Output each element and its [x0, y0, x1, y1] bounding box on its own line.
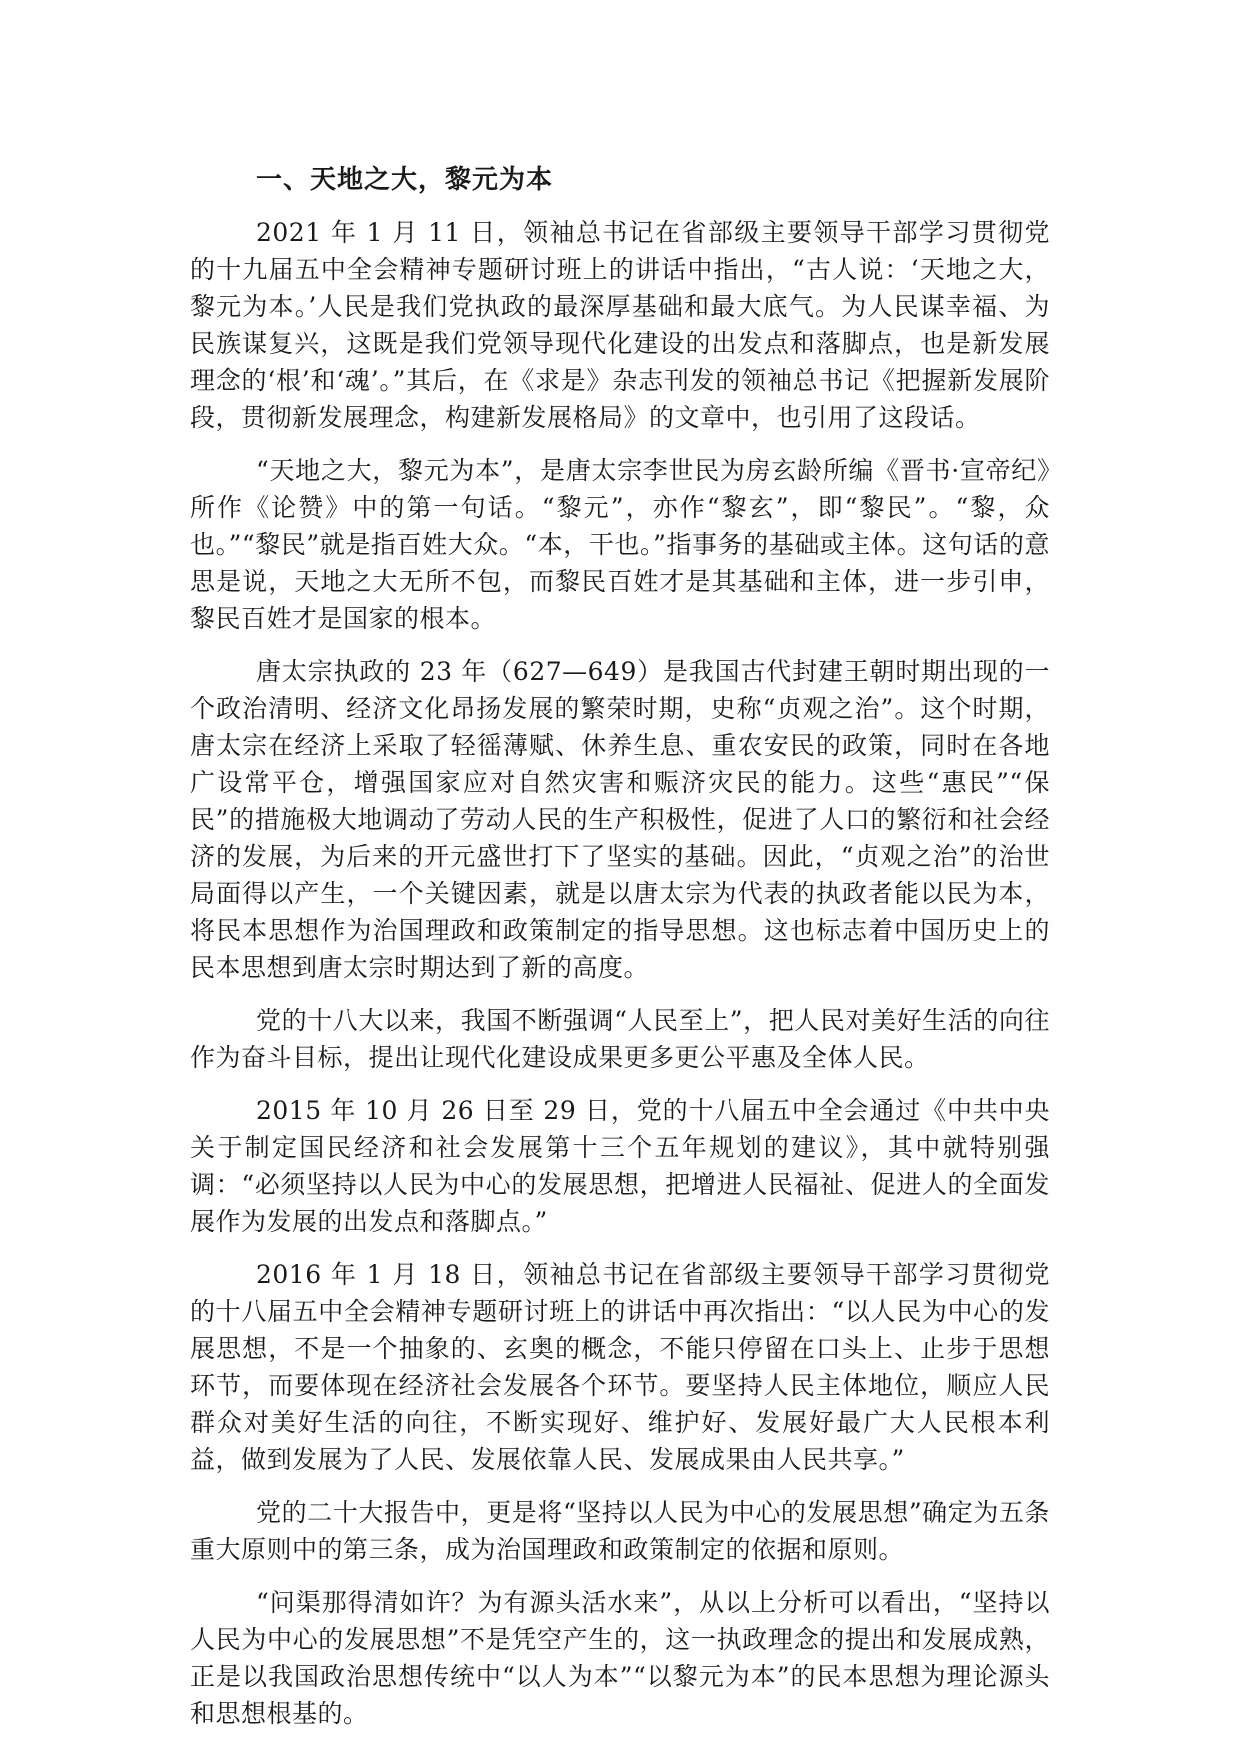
section-heading: 一、天地之大，黎元为本 — [256, 165, 554, 195]
paragraph-4: 党的十八大以来，我国不断强调“人民至上”，把人民对美好生活的向往作为奋斗目标，提出让现代化建设成果更多更公平惠及全体人民。 — [190, 1006, 1050, 1072]
paragraph-2: “天地之大，黎元为本”，是唐太宗李世民为房玄龄所编《晋书·宣帝纪》所作《论赞》中的第一句话。“黎元”，亦作“黎玄”，即“黎民”。“黎，众也。”“黎民”就是指百姓大众。“本，干也。”指事务的基础或主体。这句话的意思是说，天地之大无所不包，而黎民百姓才是其基础和主体，进一步引申，黎民百姓才是国家的根本。 — [190, 456, 1050, 633]
paragraph-6: 2016 年 1 月 18 日，领袖总书记在省部级主要领导干部学习贯彻党的十八届五中全会精神专题研讨班上的讲话中再次指出：“以人民为中心的发展思想，不是一个抽象的、玄奥的概念，不能只停留在口头上、止步于思想环节，而要体现在经济社会发展各个环节。要坚持人民主体地位，顺应人民群众对美好生活的向往，不断实现好、维护好、发展好最广大人民根本利益，做到发展为了人民、发展依靠人民、发展成果由人民共享。” — [190, 1260, 1050, 1474]
paragraph-3: 唐太宗执政的 23 年（627—649）是我国古代封建王朝时期出现的一个政治清明、经济文化昂扬发展的繁荣时期，史称“贞观之治”。这个时期，唐太宗在经济上采取了轻徭薄赋、休养生息、重农安民的政策，同时在各地广设常平仓，增强国家应对自然灾害和赈济灾民的能力。这些“惠民”“保民”的措施极大地调动了劳动人民的生产积极性，促进了人口的繁衍和社会经济的发展，为后来的开元盛世打下了坚实的基础。因此，“贞观之治”的治世局面得以产生，一个关键因素，就是以唐太宗为代表的执政者能以民为本，将民本思想作为治国理政和政策制定的指导思想。这也标志着中国历史上的民本思想到唐太宗时期达到了新的高度。 — [190, 657, 1050, 982]
paragraph-1: 2021 年 1 月 11 日，领袖总书记在省部级主要领导干部学习贯彻党的十九届五中全会精神专题研讨班上的讲话中指出，“古人说：‘天地之大，黎元为本。’人民是我们党执政的最深厚基础和最大底气。为人民谋幸福、为民族谋复兴，这既是我们党领导现代化建设的出发点和落脚点，也是新发展理念的‘根’和‘魂’。”其后，在《求是》杂志刊发的领袖总书记《把握新发展阶段，贯彻新发展理念，构建新发展格局》的文章中，也引用了这段话。 — [190, 218, 1050, 432]
document-page — [190, 160, 1050, 1748]
paragraph-7: 党的二十大报告中，更是将“坚持以人民为中心的发展思想”确定为五条重大原则中的第三条，成为治国理政和政策制定的依据和原则。 — [190, 1498, 1050, 1564]
paragraph-8: “问渠那得清如许？为有源头活水来”，从以上分析可以看出，“坚持以人民为中心的发展思想”不是凭空产生的，这一执政理念的提出和发展成熟，正是以我国政治思想传统中“以人为本”“以黎元为本”的民本思想为理论源头和思想根基的。 — [190, 1588, 1050, 1728]
paragraph-5: 2015 年 10 月 26 日至 29 日，党的十八届五中全会通过《中共中央关于制定国民经济和社会发展第十三个五年规划的建议》，其中就特别强调：“必须坚持以人民为中心的发展思想，把增进人民福祉、促进人的全面发展作为发展的出发点和落脚点。” — [190, 1096, 1050, 1236]
